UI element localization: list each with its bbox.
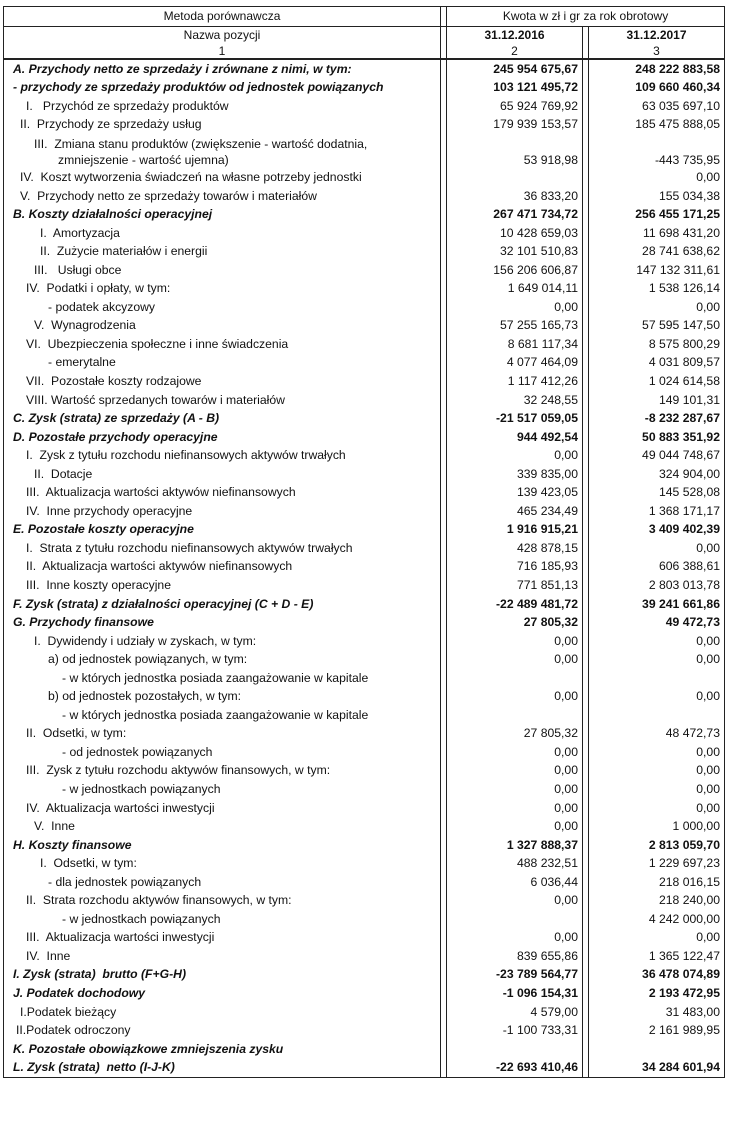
value-2016: 0,00 xyxy=(447,817,583,836)
table-row xyxy=(4,929,725,948)
row-label xyxy=(4,743,441,762)
row-label-text: I. Strata z tytułu rozchodu niefinansowych aktywów trwałych xyxy=(26,540,353,555)
value-2017: 145 528,08 xyxy=(589,483,725,502)
value-2016: 339 835,00 xyxy=(447,465,583,484)
value-2017: 218 240,00 xyxy=(589,892,725,911)
value-2016: -22 693 410,46 xyxy=(447,1058,583,1077)
row-label xyxy=(4,966,441,985)
row-label xyxy=(4,1040,441,1059)
value-2016 xyxy=(447,168,583,187)
row-label-text: F. Zysk (strata) z działalności operacyjnej (C + D - E) xyxy=(13,596,314,611)
income-statement-table xyxy=(3,6,725,1078)
value-2017: 185 475 888,05 xyxy=(589,116,725,135)
row-label xyxy=(4,59,441,79)
value-2017: 31 483,00 xyxy=(589,1003,725,1022)
value-2016: 0,00 xyxy=(447,762,583,781)
value-2017: 1 000,00 xyxy=(589,817,725,836)
row-label xyxy=(4,780,441,799)
value-2017: 0,00 xyxy=(589,539,725,558)
table-row xyxy=(4,706,725,725)
value-2016: 0,00 xyxy=(447,298,583,317)
row-label-text: II. Dotacje xyxy=(34,466,93,481)
row-label-text: II. Odsetki, w tym: xyxy=(26,726,127,741)
value-2017: 11 698 431,20 xyxy=(589,224,725,243)
value-2017: 50 883 351,92 xyxy=(589,428,725,447)
row-label-text: A. Przychody netto ze sprzedaży i zrównane z nimi, w tym: xyxy=(13,61,352,76)
row-label-text: III. Zysk z tytułu rozchodu aktywów finansowych, w tym: xyxy=(26,763,331,778)
row-label xyxy=(4,205,441,224)
value-2017: 2 161 989,95 xyxy=(589,1021,725,1040)
row-label-text: I. Dywidendy i udziały w zyskach, w tym: xyxy=(34,633,257,648)
date-2016-header: 31.12.2016 xyxy=(447,27,583,45)
table-row xyxy=(4,873,725,892)
row-label xyxy=(4,446,441,465)
value-2017 xyxy=(589,706,725,725)
value-2017: 4 242 000,00 xyxy=(589,910,725,929)
row-label xyxy=(4,576,441,595)
row-label-text: I. Amortyzacja xyxy=(40,225,120,240)
value-2016: 0,00 xyxy=(447,799,583,818)
row-label xyxy=(4,79,441,98)
value-2016: 944 492,54 xyxy=(447,428,583,447)
row-label xyxy=(4,873,441,892)
row-label xyxy=(4,613,441,632)
value-2017: 0,00 xyxy=(589,799,725,818)
row-label xyxy=(4,1003,441,1022)
row-label xyxy=(4,521,441,540)
row-label-text: K. Pozostałe obowiązkowe zmniejszenia zysku xyxy=(13,1041,284,1056)
row-label xyxy=(4,279,441,298)
table-row xyxy=(4,947,725,966)
header-row-dates xyxy=(4,27,725,45)
row-label xyxy=(4,261,441,280)
table-row xyxy=(4,966,725,985)
table-row xyxy=(4,817,725,836)
row-label xyxy=(4,929,441,948)
value-2017: 147 132 311,61 xyxy=(589,261,725,280)
table-row xyxy=(4,854,725,873)
row-label xyxy=(4,836,441,855)
value-2016: 103 121 495,72 xyxy=(447,79,583,98)
row-label-text: I.Podatek bieżący xyxy=(20,1004,117,1019)
value-2016: 1 327 888,37 xyxy=(447,836,583,855)
row-label xyxy=(4,558,441,577)
table-row xyxy=(4,539,725,558)
value-2017: 39 241 661,86 xyxy=(589,595,725,614)
row-label xyxy=(4,187,441,206)
value-2016: -21 517 059,05 xyxy=(447,409,583,428)
value-2016 xyxy=(447,706,583,725)
column-number-2: 2 xyxy=(447,44,583,59)
row-label-text: III. Zmiana stanu produktów (zwiększenie - wartość dodatnia, xyxy=(34,137,368,152)
table-row xyxy=(4,372,725,391)
value-2016 xyxy=(447,910,583,929)
value-2017: 0,00 xyxy=(589,632,725,651)
value-2017: 57 595 147,50 xyxy=(589,317,725,336)
row-label-text: a) od jednostek powiązanych, w tym: xyxy=(48,652,248,667)
value-2017: 4 031 809,57 xyxy=(589,354,725,373)
row-label xyxy=(4,134,441,168)
value-2017: 2 803 013,78 xyxy=(589,576,725,595)
value-2017: 2 193 472,95 xyxy=(589,984,725,1003)
value-2016: 179 939 153,57 xyxy=(447,116,583,135)
row-label xyxy=(4,1021,441,1040)
value-2017: 0,00 xyxy=(589,298,725,317)
method-header: Metoda porównawcza xyxy=(4,7,441,27)
table-row xyxy=(4,335,725,354)
column-number-1: 1 xyxy=(4,44,441,59)
table-row xyxy=(4,892,725,911)
row-label xyxy=(4,688,441,707)
value-2016: 10 428 659,03 xyxy=(447,224,583,243)
row-label-text: I. Zysk z tytułu rozchodu niefinansowych aktywów trwałych xyxy=(26,448,346,463)
table-row xyxy=(4,669,725,688)
row-label xyxy=(4,725,441,744)
row-label-text: - od jednostek powiązanych xyxy=(62,744,213,759)
row-label-text: - emerytalne xyxy=(48,355,116,370)
value-2017: 0,00 xyxy=(589,168,725,187)
amount-header: Kwota w zł i gr za rok obrotowy xyxy=(447,7,725,27)
column-number-3: 3 xyxy=(589,44,725,59)
table-row xyxy=(4,59,725,79)
table-row xyxy=(4,799,725,818)
row-label xyxy=(4,892,441,911)
table-row xyxy=(4,446,725,465)
row-label xyxy=(4,428,441,447)
value-2016: 1 117 412,26 xyxy=(447,372,583,391)
value-2016: 8 681 117,34 xyxy=(447,335,583,354)
row-label xyxy=(4,224,441,243)
table-row xyxy=(4,134,725,168)
table-row xyxy=(4,391,725,410)
header-row-numbers xyxy=(4,44,725,59)
value-2017: 0,00 xyxy=(589,929,725,948)
row-label xyxy=(4,947,441,966)
value-2017: 218 016,15 xyxy=(589,873,725,892)
table-row xyxy=(4,354,725,373)
table-row xyxy=(4,242,725,261)
row-label-text: D. Pozostałe przychody operacyjne xyxy=(13,429,218,444)
date-2017-header: 31.12.2017 xyxy=(589,27,725,45)
row-label-text: III. Aktualizacja wartości inwestycji xyxy=(26,930,215,945)
row-label-text: III. Inne koszty operacyjne xyxy=(26,577,171,592)
row-label-text: C. Zysk (strata) ze sprzedaży (A - B) xyxy=(13,411,220,426)
row-label-text: - w których jednostka posiada zaangażowanie w kapitale xyxy=(62,707,369,722)
value-2016: 488 232,51 xyxy=(447,854,583,873)
table-row xyxy=(4,613,725,632)
value-2017: 63 035 697,10 xyxy=(589,97,725,116)
row-label-text: V. Wynagrodzenia xyxy=(34,318,136,333)
table-row xyxy=(4,1040,725,1059)
table-row xyxy=(4,97,725,116)
table-row xyxy=(4,743,725,762)
value-2017: 0,00 xyxy=(589,762,725,781)
row-label xyxy=(4,502,441,521)
value-2016: 139 423,05 xyxy=(447,483,583,502)
row-label xyxy=(4,116,441,135)
row-label xyxy=(4,650,441,669)
row-label-text: J. Podatek dochodowy xyxy=(13,986,146,1001)
value-2017: 324 904,00 xyxy=(589,465,725,484)
value-2017: 34 284 601,94 xyxy=(589,1058,725,1077)
row-label-text: III. Usługi obce xyxy=(34,262,122,277)
value-2016: -22 489 481,72 xyxy=(447,595,583,614)
row-label-text: III. Aktualizacja wartości aktywów niefinansowych xyxy=(26,485,296,500)
row-label-text: - w jednostkach powiązanych xyxy=(62,911,221,926)
value-2016: 57 255 165,73 xyxy=(447,317,583,336)
row-label xyxy=(4,409,441,428)
table-row xyxy=(4,780,725,799)
table-row xyxy=(4,595,725,614)
value-2016: 32 248,55 xyxy=(447,391,583,410)
table-row xyxy=(4,168,725,187)
value-2016: 0,00 xyxy=(447,632,583,651)
row-label xyxy=(4,1058,441,1077)
row-label-text: B. Koszty działalności operacyjnej xyxy=(13,207,213,222)
table-row xyxy=(4,428,725,447)
value-2016: 1 649 014,11 xyxy=(447,279,583,298)
value-2016: 6 036,44 xyxy=(447,873,583,892)
value-2017: 256 455 171,25 xyxy=(589,205,725,224)
row-label-text: VII. Pozostałe koszty rodzajowe xyxy=(26,373,202,388)
row-label-text: IV. Koszt wytworzenia świadczeń na własne potrzeby jednostki xyxy=(20,169,362,184)
value-2016: -23 789 564,77 xyxy=(447,966,583,985)
table-row xyxy=(4,502,725,521)
value-2016: 771 851,13 xyxy=(447,576,583,595)
value-2017: 0,00 xyxy=(589,650,725,669)
value-2017: 0,00 xyxy=(589,780,725,799)
row-label xyxy=(4,706,441,725)
value-2016: 27 805,32 xyxy=(447,613,583,632)
table-row xyxy=(4,465,725,484)
table-row xyxy=(4,1003,725,1022)
row-label xyxy=(4,97,441,116)
row-label xyxy=(4,372,441,391)
row-label xyxy=(4,817,441,836)
value-2017: 1 538 126,14 xyxy=(589,279,725,298)
value-2016: 0,00 xyxy=(447,650,583,669)
table-row xyxy=(4,558,725,577)
row-label xyxy=(4,242,441,261)
row-label xyxy=(4,168,441,187)
row-label xyxy=(4,799,441,818)
table-row xyxy=(4,725,725,744)
header-row-method xyxy=(4,7,725,27)
value-2017: 1 368 171,17 xyxy=(589,502,725,521)
table-row xyxy=(4,187,725,206)
value-2016: -1 100 733,31 xyxy=(447,1021,583,1040)
table-row xyxy=(4,521,725,540)
row-label-text: H. Koszty finansowe xyxy=(13,837,132,852)
row-label-text: VIII. Wartość sprzedanych towarów i materiałów xyxy=(26,392,285,407)
table-row xyxy=(4,205,725,224)
row-label-text: - przychody ze sprzedaży produktów od jednostek powiązanych xyxy=(13,80,384,95)
value-2017: 8 575 800,29 xyxy=(589,335,725,354)
row-label-text: I. Zysk (strata) brutto (F+G-H) xyxy=(13,967,187,982)
value-2017 xyxy=(589,669,725,688)
row-label-text: G. Przychody finansowe xyxy=(13,615,154,630)
value-2017: 49 472,73 xyxy=(589,613,725,632)
row-label-text: - w jednostkach powiązanych xyxy=(62,782,221,796)
value-2016: 36 833,20 xyxy=(447,187,583,206)
row-label xyxy=(4,354,441,373)
table-row xyxy=(4,224,725,243)
table-row xyxy=(4,1058,725,1077)
row-label-text: II.Podatek odroczony xyxy=(16,1023,131,1038)
table-row xyxy=(4,762,725,781)
row-label xyxy=(4,539,441,558)
row-label-text: IV. Inne przychody operacyjne xyxy=(26,503,193,518)
value-2017: 248 222 883,58 xyxy=(589,59,725,79)
value-2016: 267 471 734,72 xyxy=(447,205,583,224)
row-label-text: I. Odsetki, w tym: xyxy=(40,856,137,871)
value-2016: 0,00 xyxy=(447,743,583,762)
row-label-continuation: zmniejszenie - wartość ujemna) xyxy=(58,153,229,168)
table-row xyxy=(4,650,725,669)
table-row xyxy=(4,261,725,280)
value-2016: 0,00 xyxy=(447,446,583,465)
value-2017: 0,00 xyxy=(589,688,725,707)
value-2016: 27 805,32 xyxy=(447,725,583,744)
name-column-header: Nazwa pozycji xyxy=(4,27,441,45)
row-label-text: L. Zysk (strata) netto (I-J-K) xyxy=(13,1060,175,1075)
row-label xyxy=(4,669,441,688)
value-2016: -1 096 154,31 xyxy=(447,984,583,1003)
row-label-text: IV. Aktualizacja wartości inwestycji xyxy=(26,800,215,815)
row-label xyxy=(4,910,441,929)
value-2016: 839 655,86 xyxy=(447,947,583,966)
row-label-text: II. Przychody ze sprzedaży usług xyxy=(20,117,202,132)
row-label xyxy=(4,984,441,1003)
row-label-text: IV. Inne xyxy=(26,948,71,963)
value-2017: 155 034,38 xyxy=(589,187,725,206)
value-2016: 1 916 915,21 xyxy=(447,521,583,540)
value-2016: 0,00 xyxy=(447,688,583,707)
value-2017: 49 044 748,67 xyxy=(589,446,725,465)
value-2016: 245 954 675,67 xyxy=(447,59,583,79)
value-2017: 3 409 402,39 xyxy=(589,521,725,540)
value-2017 xyxy=(589,1040,725,1059)
row-label-text: II. Aktualizacja wartości aktywów niefinansowych xyxy=(26,559,293,574)
statement-rows xyxy=(4,59,725,1077)
value-2017: 28 741 638,62 xyxy=(589,242,725,261)
table-row xyxy=(4,279,725,298)
value-2016: 428 878,15 xyxy=(447,539,583,558)
table-row xyxy=(4,409,725,428)
value-2017: 109 660 460,34 xyxy=(589,79,725,98)
value-2017: 1 229 697,23 xyxy=(589,854,725,873)
value-2016 xyxy=(447,669,583,688)
value-2017: -443 735,95 xyxy=(589,134,725,168)
row-label-text: IV. Podatki i opłaty, w tym: xyxy=(26,281,171,296)
row-label-text: II. Zużycie materiałów i energii xyxy=(40,244,208,259)
table-row xyxy=(4,116,725,135)
table-row xyxy=(4,576,725,595)
row-label-text: E. Pozostałe koszty operacyjne xyxy=(13,522,194,537)
value-2017: 2 813 059,70 xyxy=(589,836,725,855)
row-label-text: I. Przychód ze sprzedaży produktów xyxy=(26,98,229,113)
value-2017: 606 388,61 xyxy=(589,558,725,577)
table-row xyxy=(4,298,725,317)
value-2016: 0,00 xyxy=(447,780,583,799)
table-row xyxy=(4,984,725,1003)
table-row xyxy=(4,1021,725,1040)
value-2016: 716 185,93 xyxy=(447,558,583,577)
value-2016: 4 579,00 xyxy=(447,1003,583,1022)
table-row xyxy=(4,836,725,855)
row-label xyxy=(4,465,441,484)
value-2016: 65 924 769,92 xyxy=(447,97,583,116)
row-label xyxy=(4,335,441,354)
value-2017: 0,00 xyxy=(589,743,725,762)
value-2017: 1 365 122,47 xyxy=(589,947,725,966)
row-label-text: - w których jednostka posiada zaangażowanie w kapitale xyxy=(62,670,369,685)
value-2016: 32 101 510,83 xyxy=(447,242,583,261)
value-2016 xyxy=(447,1040,583,1059)
income-statement xyxy=(3,6,725,1078)
table-row xyxy=(4,910,725,929)
row-label xyxy=(4,854,441,873)
row-label xyxy=(4,317,441,336)
value-2016: 0,00 xyxy=(447,929,583,948)
row-label xyxy=(4,298,441,317)
value-2016: 156 206 606,87 xyxy=(447,261,583,280)
value-2017: 149 101,31 xyxy=(589,391,725,410)
value-2016: 0,00 xyxy=(447,892,583,911)
value-2017: 1 024 614,58 xyxy=(589,372,725,391)
row-label xyxy=(4,632,441,651)
table-row xyxy=(4,632,725,651)
row-label-text: VI. Ubezpieczenia społeczne i inne świadczenia xyxy=(26,336,289,351)
value-2017: -8 232 287,67 xyxy=(589,409,725,428)
row-label-text: II. Strata rozchodu aktywów finansowych, w tym: xyxy=(26,893,292,908)
value-2016: 4 077 464,09 xyxy=(447,354,583,373)
row-label xyxy=(4,483,441,502)
value-2016: 53 918,98 xyxy=(447,134,583,168)
row-label xyxy=(4,391,441,410)
table-row xyxy=(4,483,725,502)
row-label-text: - podatek akcyzowy xyxy=(48,299,156,314)
row-label xyxy=(4,762,441,781)
value-2016: 465 234,49 xyxy=(447,502,583,521)
row-label-text: - dla jednostek powiązanych xyxy=(48,874,202,889)
value-2017: 36 478 074,89 xyxy=(589,966,725,985)
table-row xyxy=(4,317,725,336)
row-label-text: V. Przychody netto ze sprzedaży towarów i materiałów xyxy=(20,188,317,203)
row-label-text: b) od jednostek pozostałych, w tym: xyxy=(48,689,242,704)
row-label xyxy=(4,595,441,614)
table-row xyxy=(4,79,725,98)
row-label-text: V. Inne xyxy=(34,819,75,834)
value-2017: 48 472,73 xyxy=(589,725,725,744)
table-row xyxy=(4,688,725,707)
